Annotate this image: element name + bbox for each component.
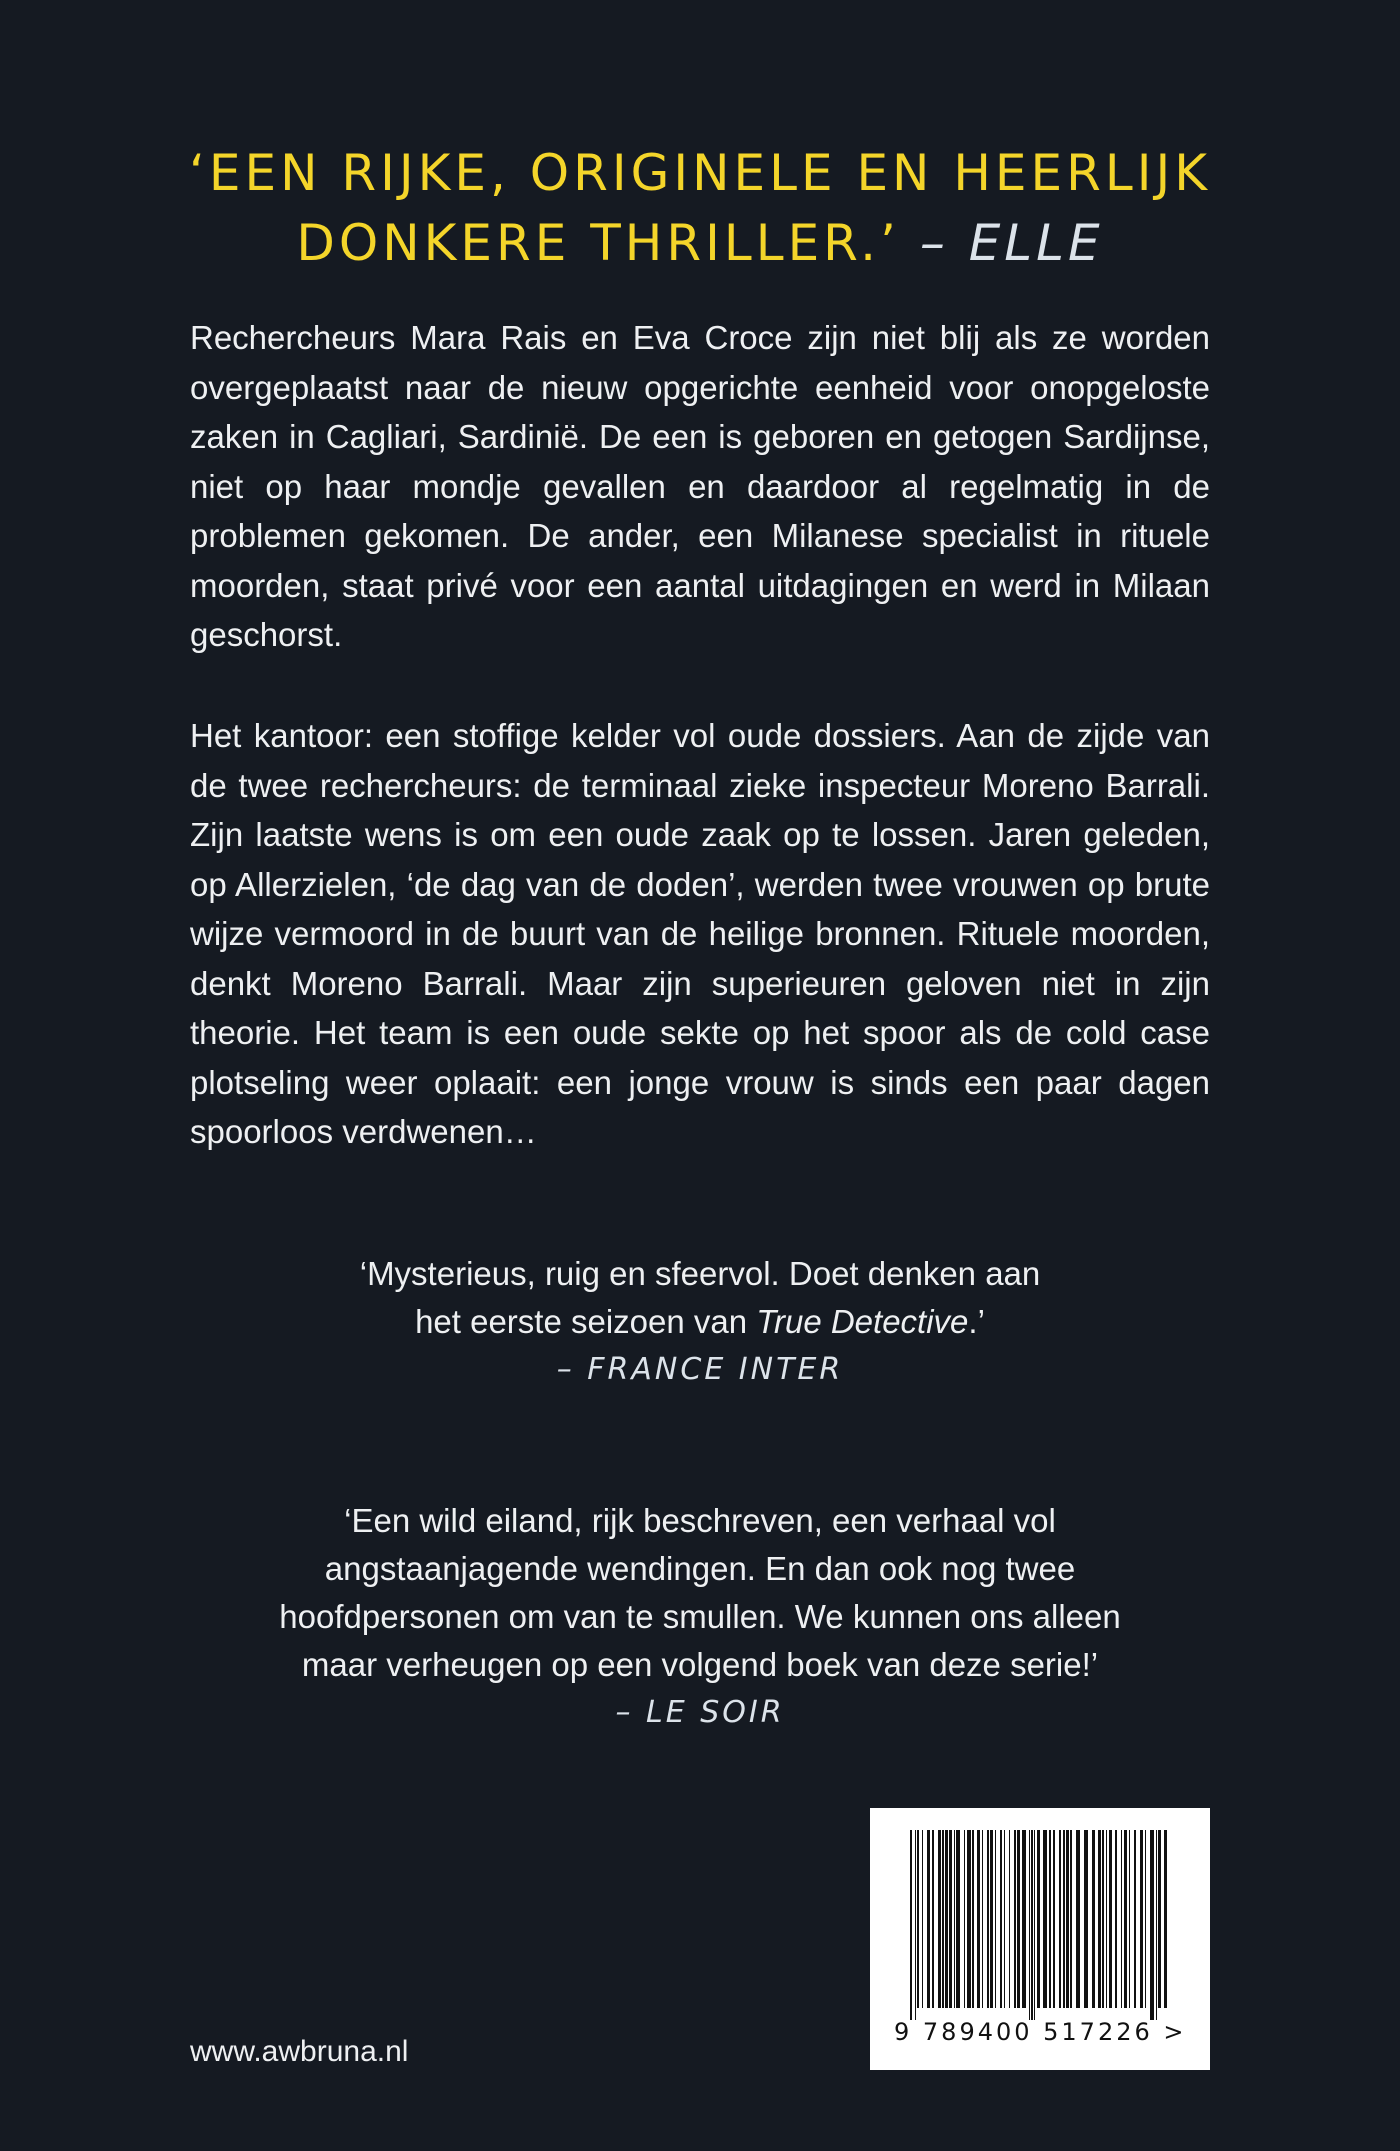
headline-attribution: ELLE xyxy=(968,214,1104,272)
headline-quote xyxy=(0,138,1400,278)
barcode-bar xyxy=(1109,1830,1112,2008)
barcode-bar xyxy=(1034,1830,1035,2020)
barcode-bar xyxy=(1009,1830,1010,2008)
barcode-bar xyxy=(1121,1830,1122,2008)
barcode-bar xyxy=(1156,1830,1157,2020)
quote-2-line-4: maar verheugen op een volgend boek van deze serie!’ xyxy=(301,1646,1099,1683)
quote-2-source: – LE SOIR xyxy=(615,1695,785,1730)
barcode-bar xyxy=(972,1830,974,2008)
barcode-bar xyxy=(1140,1830,1143,2008)
barcode-bar xyxy=(954,1830,955,2008)
quote-2-line-3: hoofdpersonen om van te smullen. We kunnen ons alleen xyxy=(279,1598,1121,1635)
quote-1-line-2-prefix: het eerste seizoen van xyxy=(415,1303,757,1340)
barcode-bar xyxy=(995,1830,996,2008)
barcode-bar xyxy=(1014,1830,1016,2008)
barcode-bar xyxy=(1070,1830,1072,2008)
barcode-bar xyxy=(1066,1830,1069,2008)
headline-dash: – xyxy=(899,214,969,272)
barcode-bar xyxy=(1106,1830,1107,2008)
barcode-bar xyxy=(1029,1830,1030,2020)
headline-line-2 xyxy=(0,208,1400,278)
barcode-bar xyxy=(1084,1830,1088,2008)
blurb-paragraph-2: Het kantoor: een stoffige kelder vol oude dossiers. Aan de zijde van de twee rechercheurs: de terminaal zieke inspecteur Moreno Barrali. Zijn laatste wens is om een oude zaak op te lossen. Jaren geleden, op Allerzielen, ‘de dag van de doden’, werden twee vrouwen op brute wijze vermoord in de buurt van de heilige bronnen. Rituele moorden, denkt Moreno Barrali. Maar zijn superieuren geloven niet in zijn theorie. Het team is een oude sekte op het spoor als de cold case plotseling weer oplaait: een jonge vrouw is sinds een paar dagen spoorloos verdwenen… xyxy=(190,717,1210,1150)
barcode xyxy=(870,1808,1210,2070)
quote-1-line-2-suffix: .’ xyxy=(968,1303,985,1340)
barcode-bar xyxy=(990,1830,993,2008)
barcode-bar xyxy=(1145,1830,1146,2008)
barcode-bar xyxy=(967,1830,971,2008)
blurb-paragraph-1: Rechercheurs Mara Rais en Eva Croce zijn niet blij als ze worden overgeplaatst naar de nieuw opgerichte eenheid voor onopgeloste zaken in Cagliari, Sardinië. De een is geboren en getogen Sardijnse, niet op haar mondje gevallen en daardoor al regelmatig in de problemen gekomen. De ander, een Milanese specialist in rituele moorden, staat privé voor een aantal uitdagingen en werd in Milaan geschorst. xyxy=(190,319,1210,653)
barcode-bar xyxy=(1022,1830,1026,2008)
barcode-bar xyxy=(1150,1830,1154,2020)
barcode-bar xyxy=(915,1830,916,2020)
barcode-bar xyxy=(1031,1830,1033,2020)
quote-1-line-1: ‘Mysterieus, ruig en sfeervol. Doet denken aan xyxy=(359,1255,1041,1292)
barcode-bar xyxy=(1129,1830,1130,2008)
barcode-bar xyxy=(982,1830,983,2008)
barcode-bar xyxy=(964,1830,965,2008)
barcode-bar xyxy=(1000,1830,1002,2008)
barcode-bar xyxy=(987,1830,989,2008)
barcode-bar xyxy=(1059,1830,1061,2008)
quote-1-show-title: True Detective xyxy=(756,1303,969,1340)
barcode-bar xyxy=(956,1830,960,2008)
quote-2-line-1: ‘Een wild eiland, rijk beschreven, een verhaal vol xyxy=(344,1502,1056,1539)
barcode-bar xyxy=(1037,1830,1040,2008)
barcode-bar xyxy=(1164,1830,1167,2008)
barcode-bar xyxy=(1098,1830,1101,2008)
barcode-bar xyxy=(1063,1830,1065,2008)
barcode-bar xyxy=(1092,1830,1095,2008)
barcode-bar xyxy=(1076,1830,1080,2008)
barcode-bar xyxy=(1053,1830,1055,2008)
barcode-bar xyxy=(1134,1830,1136,2008)
quote-2-line-2: angstaanjagende wendingen. En dan ook nog twee xyxy=(324,1550,1076,1587)
barcode-bar xyxy=(927,1830,930,2008)
headline-line-2-text: DONKERE THRILLER.’ xyxy=(296,214,900,272)
barcode-bar xyxy=(1017,1830,1020,2008)
quote-1-source: – FRANCE INTER xyxy=(556,1352,844,1387)
review-quote-france-inter xyxy=(0,1250,1400,1394)
barcode-bar xyxy=(1004,1830,1005,2008)
barcode-bar xyxy=(1102,1830,1104,2008)
barcode-bar xyxy=(977,1830,980,2008)
review-quote-le-soir xyxy=(0,1497,1400,1737)
publisher-website: www.awbruna.nl xyxy=(190,2035,409,2068)
barcode-bar xyxy=(1115,1830,1117,2008)
barcode-bar xyxy=(1043,1830,1047,2008)
barcode-bar xyxy=(932,1830,934,2008)
barcode-bar xyxy=(917,1830,919,2008)
barcode-bar xyxy=(910,1830,912,2020)
barcode-bar xyxy=(1124,1830,1127,2008)
barcode-bar xyxy=(1049,1830,1051,2008)
headline-line-1: ‘EEN RIJKE, ORIGINELE EN HEERLIJK xyxy=(189,144,1211,202)
barcode-bar xyxy=(945,1830,948,2008)
barcode-digits: 9 789400 517226 > xyxy=(894,2018,1187,2046)
barcode-bar xyxy=(1158,1830,1161,2008)
barcode-bar xyxy=(949,1830,952,2008)
barcode-bar xyxy=(938,1830,941,2008)
quote-1-line-2 xyxy=(0,1298,1400,1346)
barcode-bar xyxy=(922,1830,923,2008)
barcode-bar xyxy=(942,1830,944,2008)
